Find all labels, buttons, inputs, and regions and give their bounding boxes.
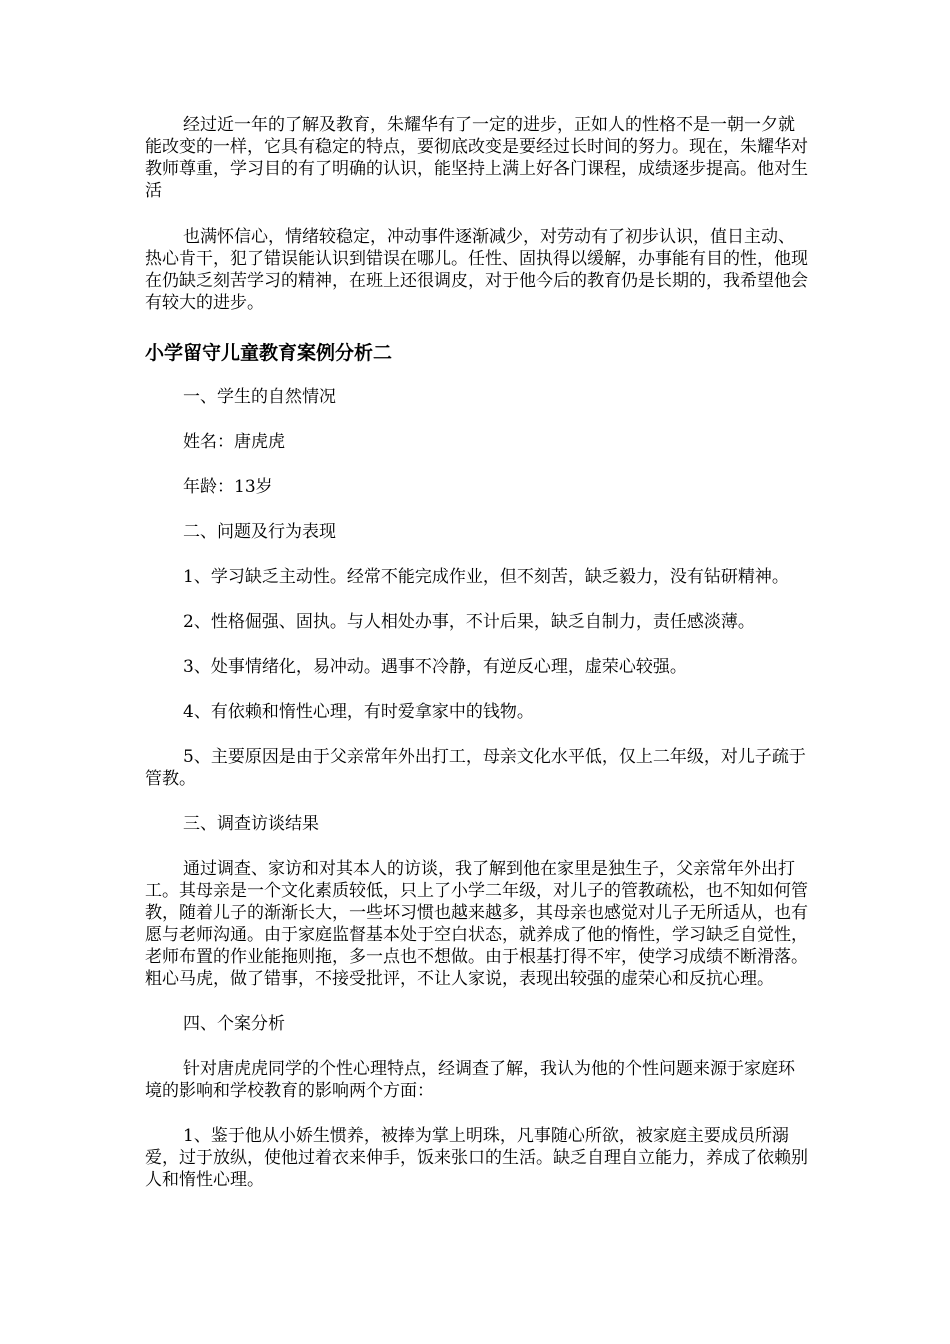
section-title: 小学留守儿童教育案例分析二	[145, 342, 393, 364]
problem-item-1: 1、学习缺乏主动性。经常不能完成作业，但不刻苦，缺乏毅力，没有钻研精神。	[183, 567, 789, 587]
problem-item-3: 3、处事情绪化，易冲动。遇事不冷静，有逆反心理，虚荣心较强。	[183, 657, 687, 677]
heading-problems: 二、问题及行为表现	[183, 522, 336, 542]
student-name: 姓名：唐虎虎	[183, 432, 285, 452]
problem-item-4: 4、有依赖和惰性心理，有时爱拿家中的钱物。	[183, 702, 534, 722]
paragraph-progress: 经过近一年的了解及教育，朱耀华有了一定的进步，正如人的性格不是一朝一夕就能改变的一样，它具有稳定的特点，要彻底改变是要经过长时间的努力。现在，朱耀华对教师尊重，学习目的有了明确的认识，能坚持上满上好各门课程，成绩逐步提高。他对生活	[145, 115, 808, 201]
problem-item-2: 2、性格倔强、固执。与人相处办事，不计后果，缺乏自制力，责任感淡薄。	[183, 612, 755, 632]
paragraph-progress-cont: 也满怀信心，情绪较稳定，冲动事件逐渐减少，对劳动有了初步认识，值日主动、热心肯干，犯了错误能认识到错误在哪儿。任性、固执得以缓解，办事能有目的性，他现在仍缺乏刻苦学习的精神，在班上还很调皮，对于他今后的教育仍是长期的，我希望他会有较大的进步。	[145, 227, 808, 313]
heading-survey-results: 三、调查访谈结果	[183, 814, 319, 834]
heading-case-analysis: 四、个案分析	[183, 1014, 285, 1034]
student-age: 年龄：13岁	[183, 477, 273, 497]
paragraph-survey: 通过调查、家访和对其本人的访谈，我了解到他在家里是独生子，父亲常年外出打工。其母亲是一个文化素质较低，只上了小学二年级，对儿子的管教疏松，也不知如何管教，随着儿子的渐渐长大，一些坏习惯也越来越多，其母亲也感觉对儿子无所适从，也有愿与老师沟通。由于家庭监督基本处于空白状态，就养成了他的惰性，学习缺乏自觉性，老师布置的作业能拖则拖，多一点也不想做。由于根基打得不牢，使学习成绩不断滑落。粗心马虎，做了错事，不接受批评，不让人家说，表现出较强的虚荣心和反抗心理。	[145, 859, 808, 989]
heading-natural-situation: 一、学生的自然情况	[183, 387, 336, 407]
paragraph-analysis-intro: 针对唐虎虎同学的个性心理特点，经调查了解，我认为他的个性问题来源于家庭环境的影响和学校教育的影响两个方面：	[145, 1059, 795, 1101]
document-body	[145, 114, 810, 1191]
problem-item-5: 5、主要原因是由于父亲常年外出打工，母亲文化水平低，仅上二年级，对儿子疏于管教。	[145, 747, 806, 789]
analysis-item-1: 1、鉴于他从小娇生惯养，被捧为掌上明珠，凡事随心所欲，被家庭主要成员所溺爱，过于放纵，使他过着衣来伸手，饭来张口的生活。缺乏自理自立能力，养成了依赖别人和惰性心理。	[145, 1126, 808, 1190]
